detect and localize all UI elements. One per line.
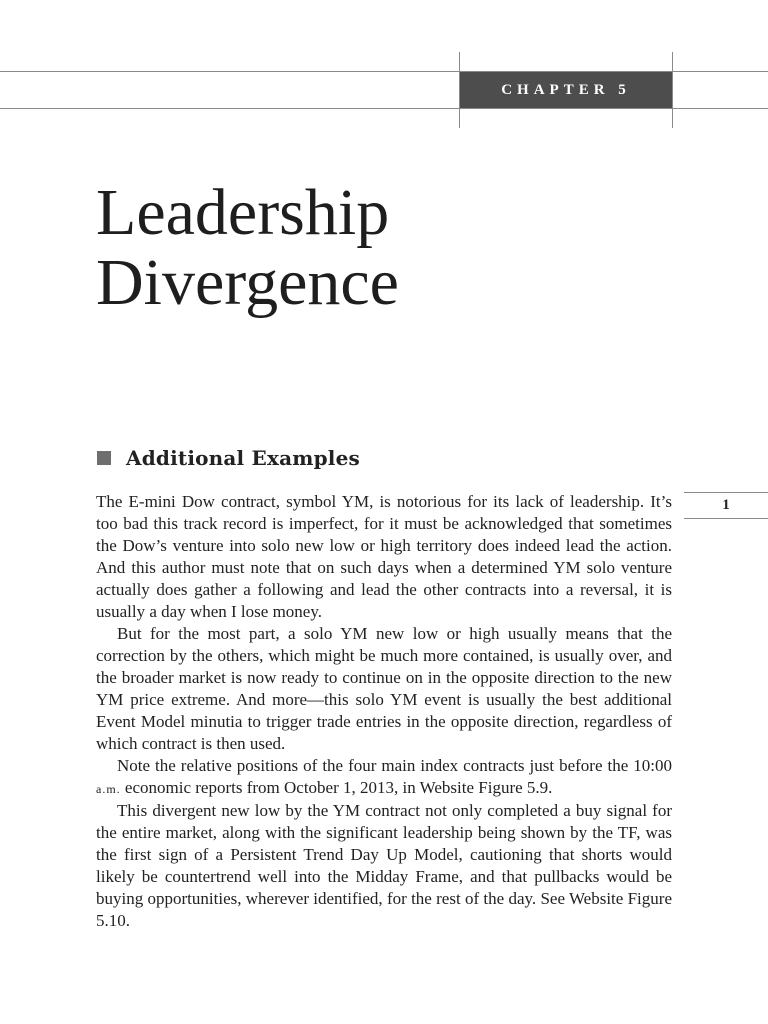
header-rule-bottom	[0, 108, 768, 109]
section-heading	[97, 446, 360, 470]
chapter-label: CHAPTER 5	[460, 72, 672, 108]
paragraph-3-time-suffix: a.m.	[96, 782, 121, 796]
paragraph-3-before: Note the relative positions of the four main index contracts just before the 10:00	[117, 756, 672, 775]
header-rule-right	[672, 52, 673, 128]
paragraph-1: The E-mini Dow contract, symbol YM, is notorious for its lack of leadership. It’s too bad this track record is imperfect, for it must be acknowledged that sometimes the Dow’s venture into solo new low or high territory does indeed lead the action. And this author must note that on such days when a determined YM solo venture actually does gather a following and lead the other contracts into a reversal, it is usually a day when I lose money.	[96, 492, 672, 621]
paragraph-4: This divergent new low by the YM contract not only completed a buy signal for the entire market, along with the significant leadership being shown by the TF, was the first sign of a Persistent Trend Day Up Model, cautioning that shorts would likely be countertrend well into the Midday Frame, and that pullbacks would be buying opportunities, wherever identified, for the rest of the day. See Website Figure 5.10.	[96, 801, 672, 930]
paragraph-3-after: economic reports from October 1, 2013, in Website Figure 5.9.	[120, 778, 553, 797]
chapter-title-line-1: Leadership	[96, 176, 390, 249]
chapter-title-line-2: Divergence	[96, 246, 399, 319]
paragraph-3	[96, 755, 672, 800]
section-bullet-icon	[97, 451, 111, 465]
section-title: Additional Examples	[126, 446, 360, 470]
page-number: 1	[684, 492, 768, 519]
chapter-title	[96, 178, 399, 318]
body-text	[96, 491, 672, 932]
paragraph-2: But for the most part, a solo YM new low or high usually means that the correction by the others, which might be much more contained, is usually over, and the broader market is now ready to continue on in the opposite direction to the new YM price extreme. And more—this solo YM event is usually the best additional Event Model minutia to trigger trade entries in the opposite direction, regardless of which contract is then used.	[96, 624, 672, 753]
